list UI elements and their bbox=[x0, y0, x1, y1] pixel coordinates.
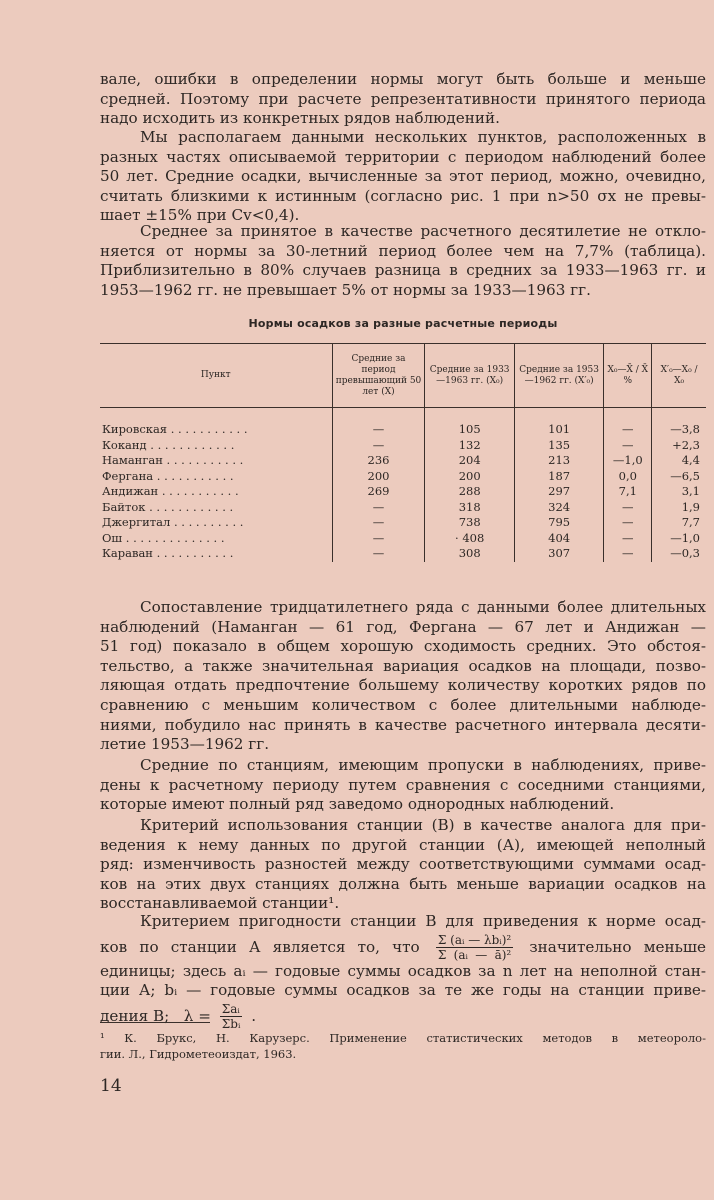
value-cell: —6,5 bbox=[652, 469, 706, 485]
lambda-period: . bbox=[251, 1006, 257, 1025]
header-col5: X′₀—X₀ / X₀ bbox=[652, 344, 706, 408]
fraction-denominator: Σ (aᵢ — ā)² bbox=[437, 948, 512, 963]
fraction-numerator: Σ (aᵢ — λbᵢ)² bbox=[437, 933, 512, 948]
paragraph-7 bbox=[100, 912, 706, 1031]
lambda-line bbox=[100, 1001, 706, 1031]
lambda-intro: дения В; bbox=[100, 1006, 170, 1025]
table-caption: Нормы осадков за разные расчетные периоды bbox=[248, 317, 558, 330]
paragraph-6 bbox=[100, 816, 706, 914]
value-cell: 0,0 bbox=[604, 469, 652, 485]
station-name-cell: Караван . . . . . . . . . . . bbox=[102, 546, 234, 560]
value-cell: 297 bbox=[514, 484, 603, 500]
footnote-divider bbox=[100, 1022, 210, 1023]
text-line: дены к расчетному периоду путем сравнения с соседними станциями, bbox=[100, 775, 706, 794]
table-row bbox=[100, 438, 706, 454]
formula-outro: значительно меньше bbox=[529, 937, 706, 956]
text-line: 51 год) показало в общем хорошую сходимость средних. Это обстоя- bbox=[100, 637, 706, 656]
lambda-numerator: Σaᵢ bbox=[220, 1002, 243, 1017]
value-cell: 213 bbox=[514, 453, 603, 469]
text-line: вале, ошибки в определении нормы могут быть больше и меньше bbox=[100, 70, 706, 88]
text-line: Мы располагаем данными нескольких пунктов, расположенных в bbox=[140, 128, 706, 146]
value-cell: 204 bbox=[425, 453, 514, 469]
value-cell: 105 bbox=[425, 408, 514, 438]
value-cell: 7,7 bbox=[652, 515, 706, 531]
paragraph-1 bbox=[100, 70, 706, 129]
value-cell: +2,3 bbox=[652, 438, 706, 454]
paragraph-5 bbox=[100, 756, 706, 815]
precipitation-norms-table bbox=[100, 343, 706, 562]
footnote-line: ¹ К. Брукс, Н. Карузерс. Применение статистических методов в метеороло- bbox=[100, 1031, 706, 1045]
table-row bbox=[100, 469, 706, 485]
text-line: ляющая отдать предпочтение большему количеству коротких рядов по bbox=[100, 676, 706, 695]
value-cell: — bbox=[604, 531, 652, 547]
station-name-cell: Кировская . . . . . . . . . . . bbox=[102, 422, 248, 436]
value-cell: 132 bbox=[425, 438, 514, 454]
text-line: няется от нормы за 30-летний период более чем на 7,7% (таблица). bbox=[100, 241, 706, 260]
text-line: средней. Поэтому при расчете репрезентативности принятого периода bbox=[100, 89, 706, 108]
paragraph-2 bbox=[100, 128, 706, 226]
text-line: Сопоставление тридцатилетнего ряда с данными более длительных bbox=[140, 598, 706, 616]
value-cell: 3,1 bbox=[652, 484, 706, 500]
header-col3: Средние за 1953—1962 гг. (X′₀) bbox=[514, 344, 603, 408]
text-line: Приблизительно в 80% случаев разница в средних за 1933—1963 гг. и bbox=[100, 261, 706, 280]
station-name-cell: Андижан . . . . . . . . . . . bbox=[102, 484, 239, 498]
value-cell: — bbox=[332, 546, 425, 562]
text-line: ведения к нему данных по другой станции (А), имеющей неполный bbox=[100, 835, 706, 854]
value-cell: 324 bbox=[514, 500, 603, 516]
lambda-fraction bbox=[220, 1002, 243, 1031]
station-name-cell: Джергитал . . . . . . . . . . bbox=[102, 515, 244, 529]
text-line: ряд: изменчивость разностей между соответствующими суммами осад- bbox=[100, 855, 706, 874]
value-cell: 7,1 bbox=[604, 484, 652, 500]
table-row bbox=[100, 408, 706, 438]
text-line: Средние по станциям, имеющим пропуски в наблюдениях, приве- bbox=[140, 756, 706, 774]
station-name-cell: Ош . . . . . . . . . . . . . . bbox=[102, 530, 225, 545]
value-cell: · 408 bbox=[425, 531, 514, 547]
text-line: разных частях описываемой территории с периодом наблюдений более bbox=[100, 147, 706, 166]
formula-line bbox=[100, 932, 706, 962]
value-cell: — bbox=[332, 500, 425, 516]
value-cell: — bbox=[604, 546, 652, 562]
text-line: шает ±15% при Cv<0,4). bbox=[100, 206, 300, 225]
table-row bbox=[100, 531, 706, 547]
text-line: Критерий использования станции (В) в качестве аналога для при- bbox=[140, 816, 706, 834]
text-line: наблюдений (Наманган — 61 год, Фергана — 67 лет и Андижан — bbox=[100, 617, 706, 636]
text-line: единицы; здесь aᵢ — годовые суммы осадков за n лет на неполной стан- bbox=[100, 961, 706, 980]
value-cell: 1,9 bbox=[652, 500, 706, 516]
formula-intro: ков по станции А является то, что bbox=[100, 937, 420, 956]
text-line: считать близкими к истинным (согласно рис. 1 при n>50 σx не превы- bbox=[100, 186, 706, 205]
header-col4: X₀—X̄ / X̄ % bbox=[604, 344, 652, 408]
value-cell: 200 bbox=[332, 469, 425, 485]
header-point: Пункт bbox=[100, 344, 332, 408]
value-cell: — bbox=[332, 408, 425, 438]
value-cell: 795 bbox=[514, 515, 603, 531]
station-name-cell: Байток . . . . . . . . . . . . bbox=[102, 499, 234, 514]
table-row bbox=[100, 515, 706, 531]
text-line: ниями, побудило нас принять в качестве расчетного интервала десяти- bbox=[100, 715, 706, 734]
text-line: 50 лет. Средние осадки, вычисленные за этот период, можно, очевидно, bbox=[100, 167, 706, 186]
criterion-fraction bbox=[436, 933, 513, 962]
table-header-row bbox=[100, 344, 706, 408]
value-cell: — bbox=[604, 515, 652, 531]
lambda-symbol: λ = bbox=[183, 1006, 211, 1025]
value-cell: —1,0 bbox=[604, 453, 652, 469]
value-cell: — bbox=[332, 531, 425, 547]
footnote-line: гии. Л., Гидрометеоиздат, 1963. bbox=[100, 1047, 297, 1061]
text-line: которые имеют полный ряд заведомо однородных наблюдений. bbox=[100, 795, 615, 814]
text-line: надо исходить из конкретных рядов наблюдений. bbox=[100, 109, 500, 128]
station-name-cell: Коканд . . . . . . . . . . . . bbox=[102, 437, 235, 452]
value-cell: 404 bbox=[514, 531, 603, 547]
value-cell: 101 bbox=[514, 408, 603, 438]
table-row bbox=[100, 484, 706, 500]
value-cell: 4,4 bbox=[652, 453, 706, 469]
value-cell: 288 bbox=[425, 484, 514, 500]
text-line: Среднее за принятое в качестве расчетного десятилетие не откло- bbox=[140, 222, 706, 240]
value-cell: 307 bbox=[514, 546, 603, 562]
value-cell: 135 bbox=[514, 438, 603, 454]
value-cell: — bbox=[332, 438, 425, 454]
text-line: восстанавливаемой станции¹. bbox=[100, 894, 340, 913]
value-cell: 269 bbox=[332, 484, 425, 500]
lambda-denominator: Σbᵢ bbox=[221, 1017, 241, 1032]
text-line: ции А; bᵢ — годовые суммы осадков за те же годы на станции приве- bbox=[100, 981, 706, 1000]
table-row bbox=[100, 546, 706, 562]
text-line: летие 1953—1962 гг. bbox=[100, 735, 270, 754]
value-cell: — bbox=[604, 500, 652, 516]
text-line: 1953—1962 гг. не превышает 5% от нормы за 1933—1963 гг. bbox=[100, 280, 591, 299]
text-line: сравнению с меньшим количеством с более длительными наблюде- bbox=[100, 695, 706, 714]
value-cell: 200 bbox=[425, 469, 514, 485]
value-cell: 738 bbox=[425, 515, 514, 531]
table-row bbox=[100, 500, 706, 516]
value-cell: 187 bbox=[514, 469, 603, 485]
paragraph-3 bbox=[100, 222, 706, 300]
station-name-cell: Фергана . . . . . . . . . . . bbox=[102, 468, 234, 483]
value-cell: — bbox=[604, 408, 652, 438]
value-cell: 308 bbox=[425, 546, 514, 562]
station-name-cell: Наманган . . . . . . . . . . . bbox=[102, 453, 244, 467]
text-line: Критерием пригодности станции В для приведения к норме осад- bbox=[140, 912, 706, 930]
page-number: 14 bbox=[100, 1076, 122, 1096]
value-cell: —0,3 bbox=[652, 546, 706, 562]
value-cell: — bbox=[332, 515, 425, 531]
header-col2: Средние за 1933—1963 гг. (X₀) bbox=[425, 344, 514, 408]
text-line: ков на этих двух станциях должна быть меньше вариации осадков на bbox=[100, 874, 706, 893]
paragraph-4 bbox=[100, 598, 706, 755]
text-line: тельство, а также значительная вариация осадков на площади, позво- bbox=[100, 656, 706, 675]
value-cell: —3,8 bbox=[652, 408, 706, 438]
footnote bbox=[100, 1030, 706, 1062]
value-cell: — bbox=[604, 438, 652, 454]
header-col1: Средние за период превышающий 50 лет (X) bbox=[332, 344, 425, 408]
table-row bbox=[100, 453, 706, 469]
value-cell: 236 bbox=[332, 453, 425, 469]
value-cell: —1,0 bbox=[652, 531, 706, 547]
value-cell: 318 bbox=[425, 500, 514, 516]
